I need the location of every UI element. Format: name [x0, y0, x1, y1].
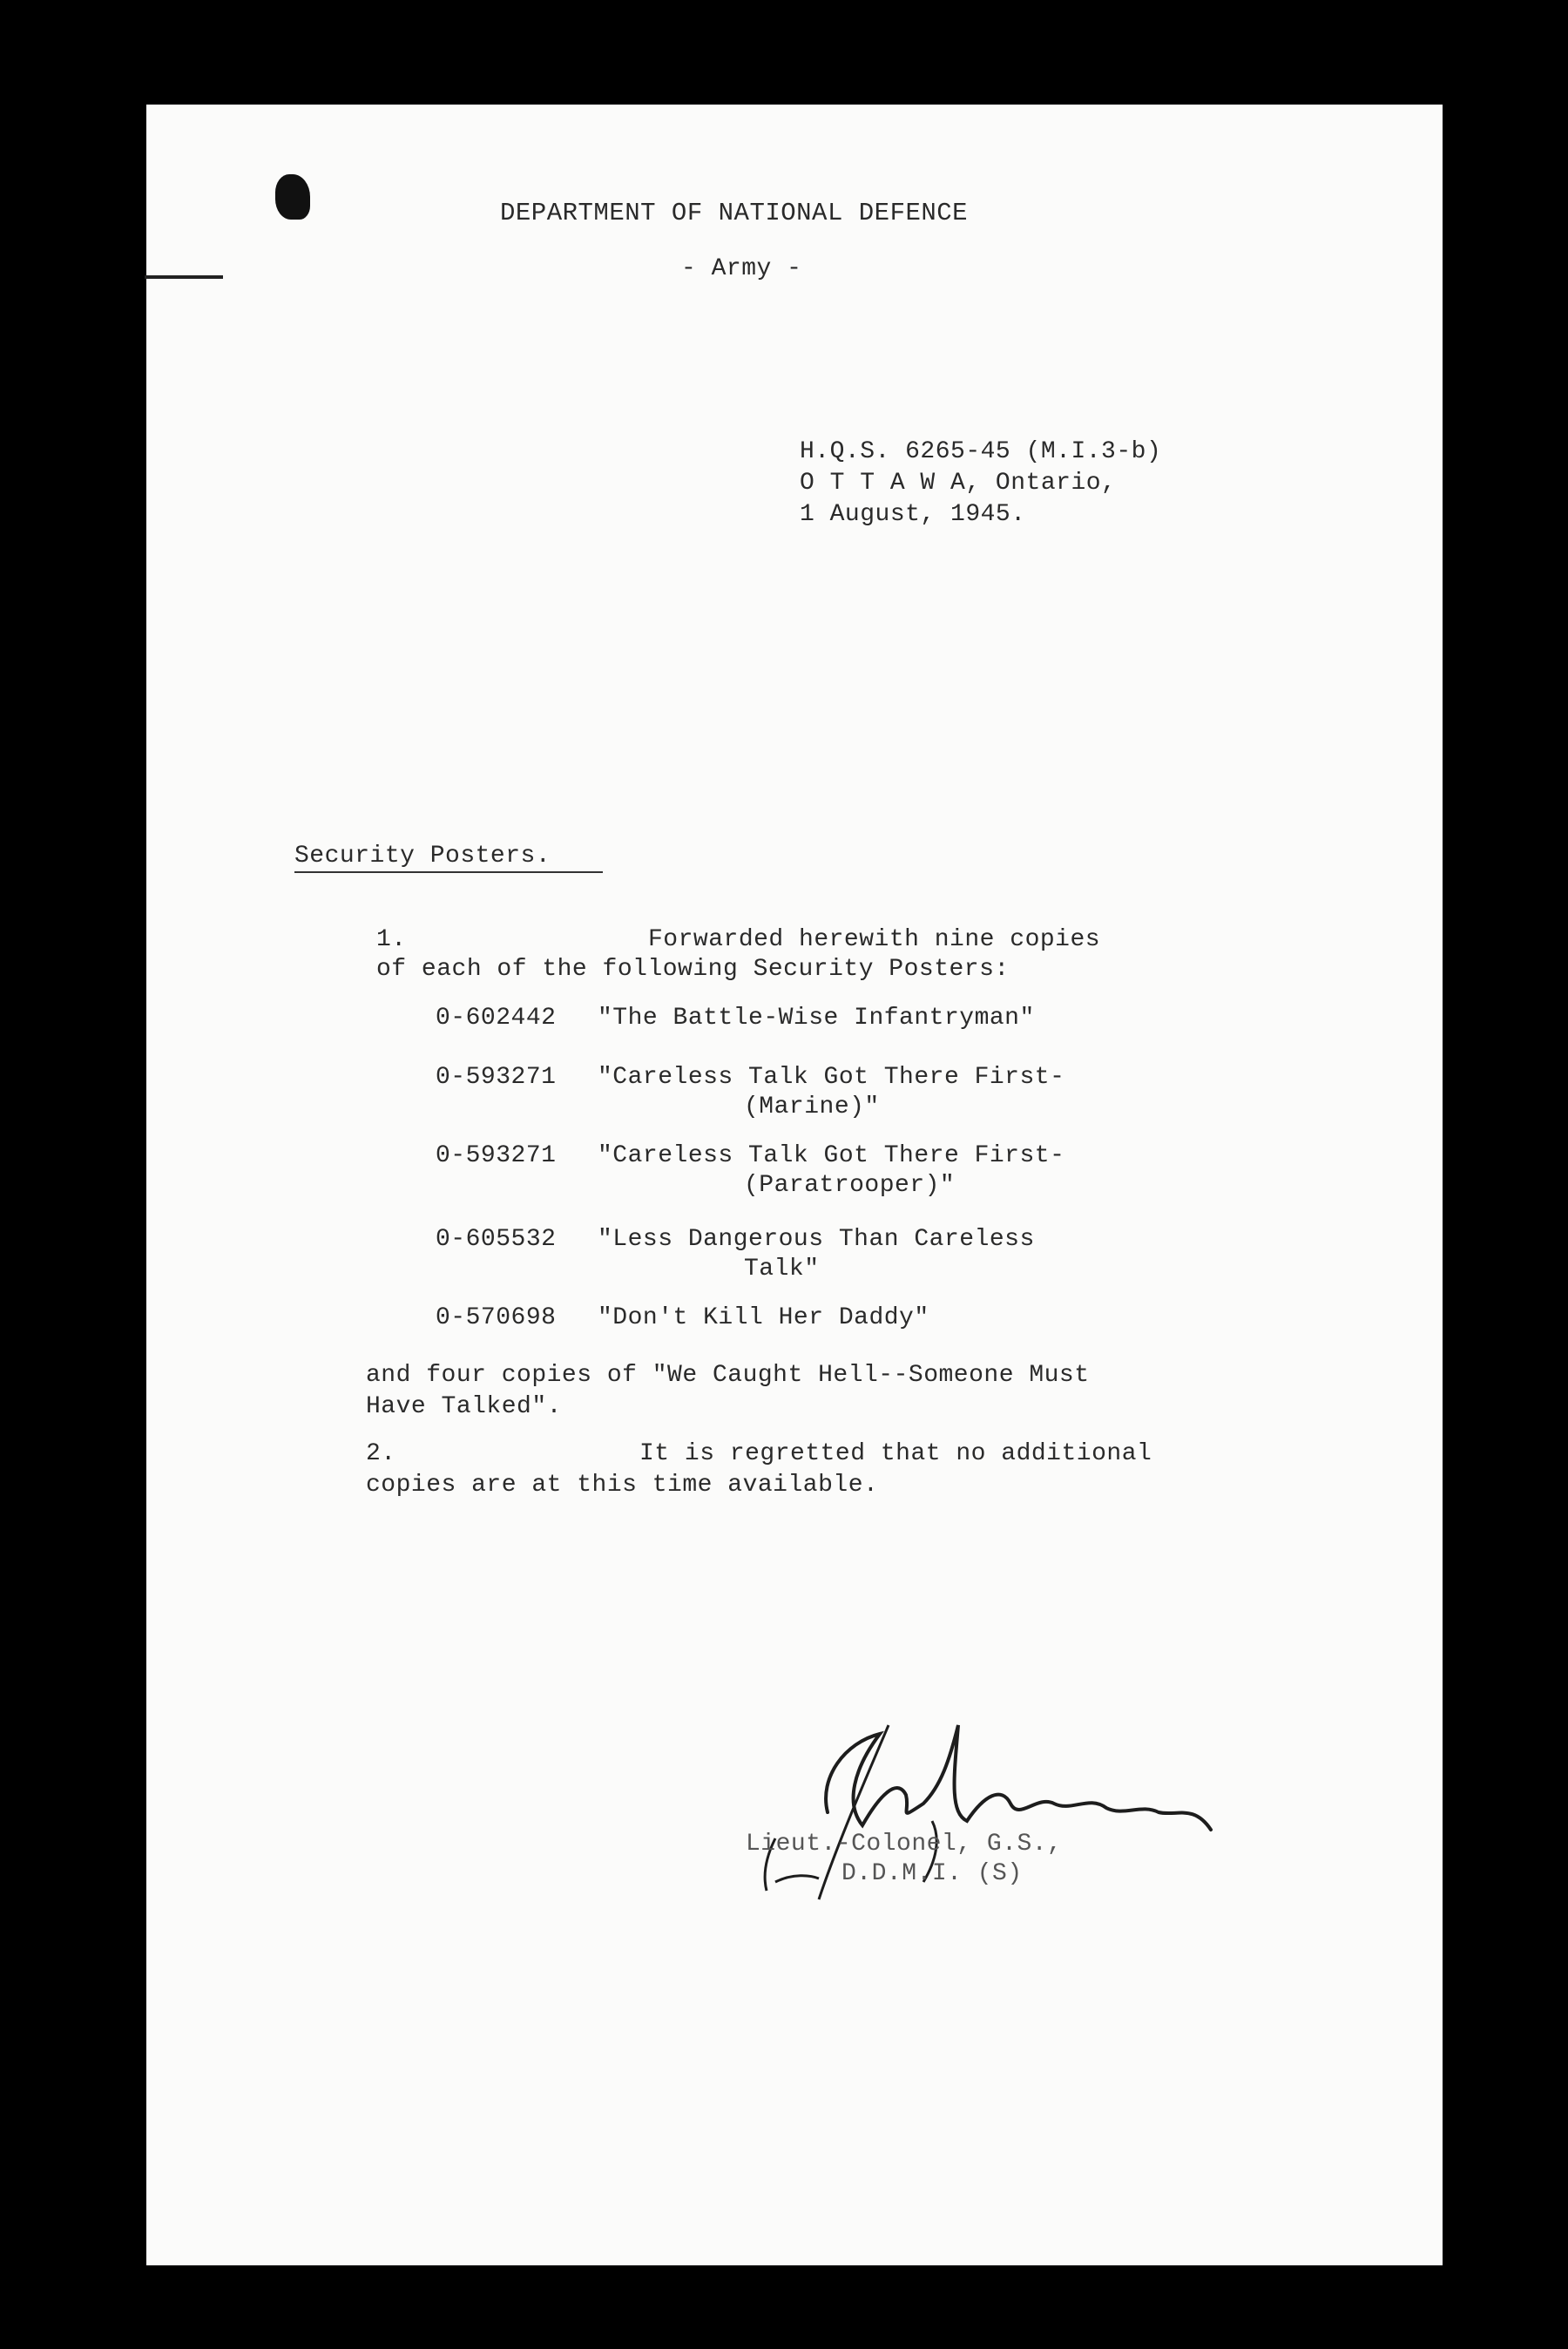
poster-title: "Don't Kill Her Daddy": [598, 1304, 929, 1331]
signature-appointment: D.D.M.I. (S): [841, 1860, 1023, 1887]
para2-number: 2.: [366, 1440, 396, 1467]
subject-underline: [294, 871, 603, 873]
poster-title: "Careless Talk Got There First-: [598, 1142, 1065, 1169]
para1-text-line2: of each of the following Security Posters:: [376, 956, 1010, 983]
poster-title-cont: Talk": [744, 1256, 820, 1283]
department-heading: DEPARTMENT OF NATIONAL DEFENCE: [500, 199, 969, 227]
signature-rank: Lieut.-Colonel, G.S.,: [746, 1831, 1063, 1858]
poster-title: "The Battle-Wise Infantryman": [598, 1005, 1035, 1032]
date-line: 1 August, 1945.: [800, 501, 1026, 528]
poster-code: 0-593271: [436, 1142, 557, 1169]
margin-mark: [145, 275, 223, 279]
para1-number: 1.: [376, 926, 407, 953]
poster-title: "Careless Talk Got There First-: [598, 1064, 1065, 1091]
subject-heading: Security Posters.: [294, 843, 551, 870]
place-line: O T T A W A, Ontario,: [800, 470, 1117, 497]
file-reference: H.Q.S. 6265-45 (M.I.3-b): [800, 438, 1162, 465]
poster-code: 0-593271: [436, 1064, 557, 1091]
para1-tail-line2: Have Talked".: [366, 1393, 562, 1420]
poster-code: 0-605532: [436, 1226, 557, 1253]
poster-code: 0-602442: [436, 1005, 557, 1032]
para1-text-line1: Forwarded herewith nine copies: [648, 926, 1101, 953]
poster-title-cont: (Paratrooper)": [744, 1172, 956, 1199]
para2-text-line2: copies are at this time available.: [366, 1472, 879, 1499]
poster-code: 0-570698: [436, 1304, 557, 1331]
ink-blot: [275, 174, 310, 220]
para2-text-line1: It is regretted that no additional: [639, 1440, 1152, 1467]
para1-tail-line1: and four copies of "We Caught Hell--Someone Must: [366, 1362, 1090, 1389]
poster-title: "Less Dangerous Than Careless: [598, 1226, 1035, 1253]
branch-heading: - Army -: [681, 255, 802, 282]
poster-title-cont: (Marine)": [744, 1093, 880, 1120]
